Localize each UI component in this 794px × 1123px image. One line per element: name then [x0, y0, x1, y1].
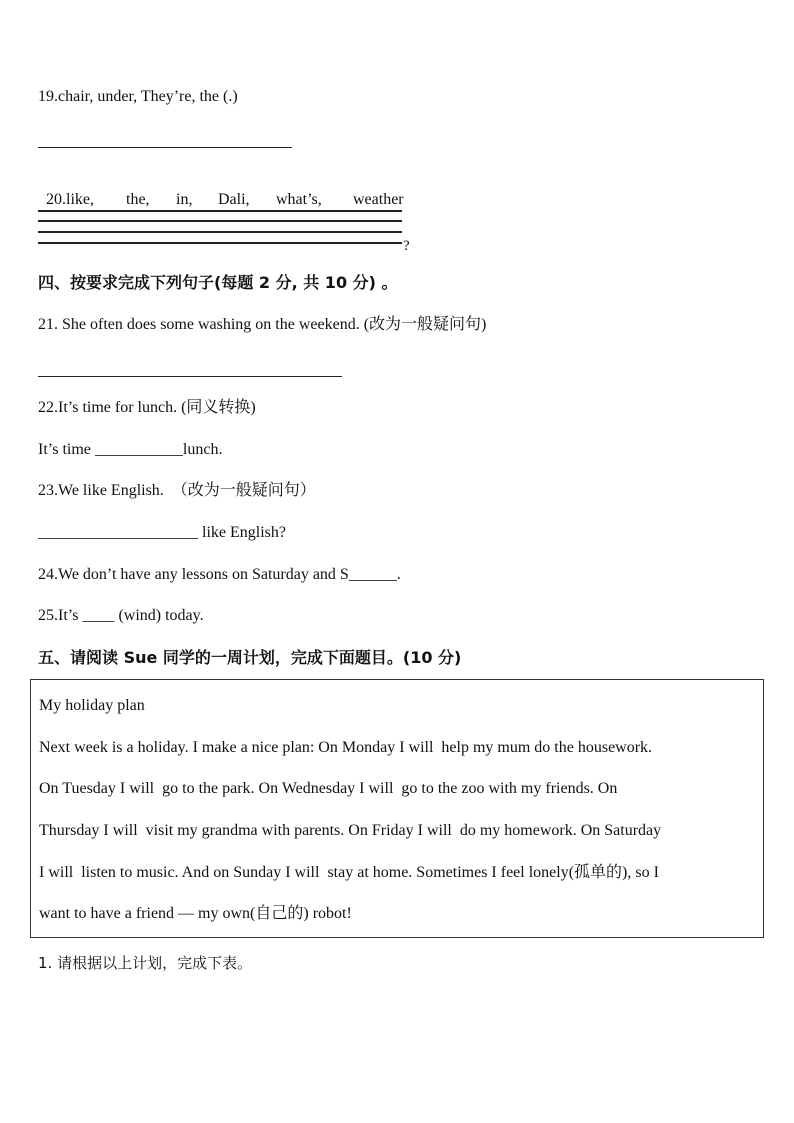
- q22-before: It’s time: [38, 441, 95, 458]
- answer-line-20d[interactable]: [38, 242, 402, 244]
- passage-line-4: I will listen to music. And on Sunday I will stay at home. Sometimes I feel lonely(孤单的), so I: [39, 864, 659, 881]
- word-5: what’s,: [276, 191, 322, 208]
- question-22: 22.It’s time for lunch. (同义转换): [38, 399, 256, 416]
- question-20: [38, 170, 404, 210]
- q23-after: like English?: [198, 524, 286, 541]
- question-19: 19.chair, under, They’re, the (.): [38, 88, 238, 105]
- word-1: like,: [66, 191, 94, 208]
- task-1-instruction: 1. 请根据以上计划，完成下表。: [38, 954, 253, 972]
- answer-line-20c[interactable]: [38, 231, 402, 233]
- word-6: weather: [353, 191, 404, 208]
- question-21: 21. She often does some washing on the weekend. (改为一般疑问句): [38, 316, 487, 333]
- q22-after: lunch.: [182, 441, 223, 458]
- question-24: 24.We don’t have any lessons on Saturday and S______.: [38, 566, 401, 583]
- passage-line-1: Next week is a holiday. I make a nice plan: On Monday I will help my mum do the housework.: [39, 739, 653, 756]
- question-20-end-mark: ?: [403, 238, 410, 254]
- question-22-answer: [38, 440, 222, 460]
- section-4-heading: 四、按要求完成下列句子(每题 2 分, 共 10 分) 。: [38, 273, 398, 292]
- section-5-heading: 五、请阅读 Sue 同学的一周计划，完成下面题目。(10 分): [38, 648, 462, 667]
- question-25: 25.It’s ____ (wind) today.: [38, 607, 204, 624]
- word-3: in,: [176, 191, 193, 208]
- q23-blank[interactable]: ____________________: [38, 524, 198, 541]
- passage-line-3: Thursday I will visit my grandma with parents. On Friday I will do my homework. On Saturday: [39, 822, 662, 839]
- answer-line-20b[interactable]: [38, 220, 402, 222]
- question-20-number: 20.: [46, 191, 66, 208]
- question-23: 23.We like English. （改为一般疑问句）: [38, 482, 316, 499]
- reading-passage-box: [30, 679, 764, 938]
- word-4: Dali,: [218, 191, 250, 208]
- word-2: the,: [126, 191, 150, 208]
- answer-line-20a[interactable]: [38, 210, 402, 212]
- passage-title: My holiday plan: [39, 697, 145, 714]
- passage-line-2: On Tuesday I will go to the park. On Wednesday I will go to the zoo with my friends. On: [39, 780, 618, 797]
- q22-blank[interactable]: ___________: [94, 441, 183, 458]
- passage-line-5: want to have a friend — my own(自己的) robot!: [39, 905, 352, 922]
- question-23-answer: [38, 523, 286, 543]
- answer-line-21[interactable]: [38, 376, 342, 377]
- answer-line-19[interactable]: [38, 147, 292, 148]
